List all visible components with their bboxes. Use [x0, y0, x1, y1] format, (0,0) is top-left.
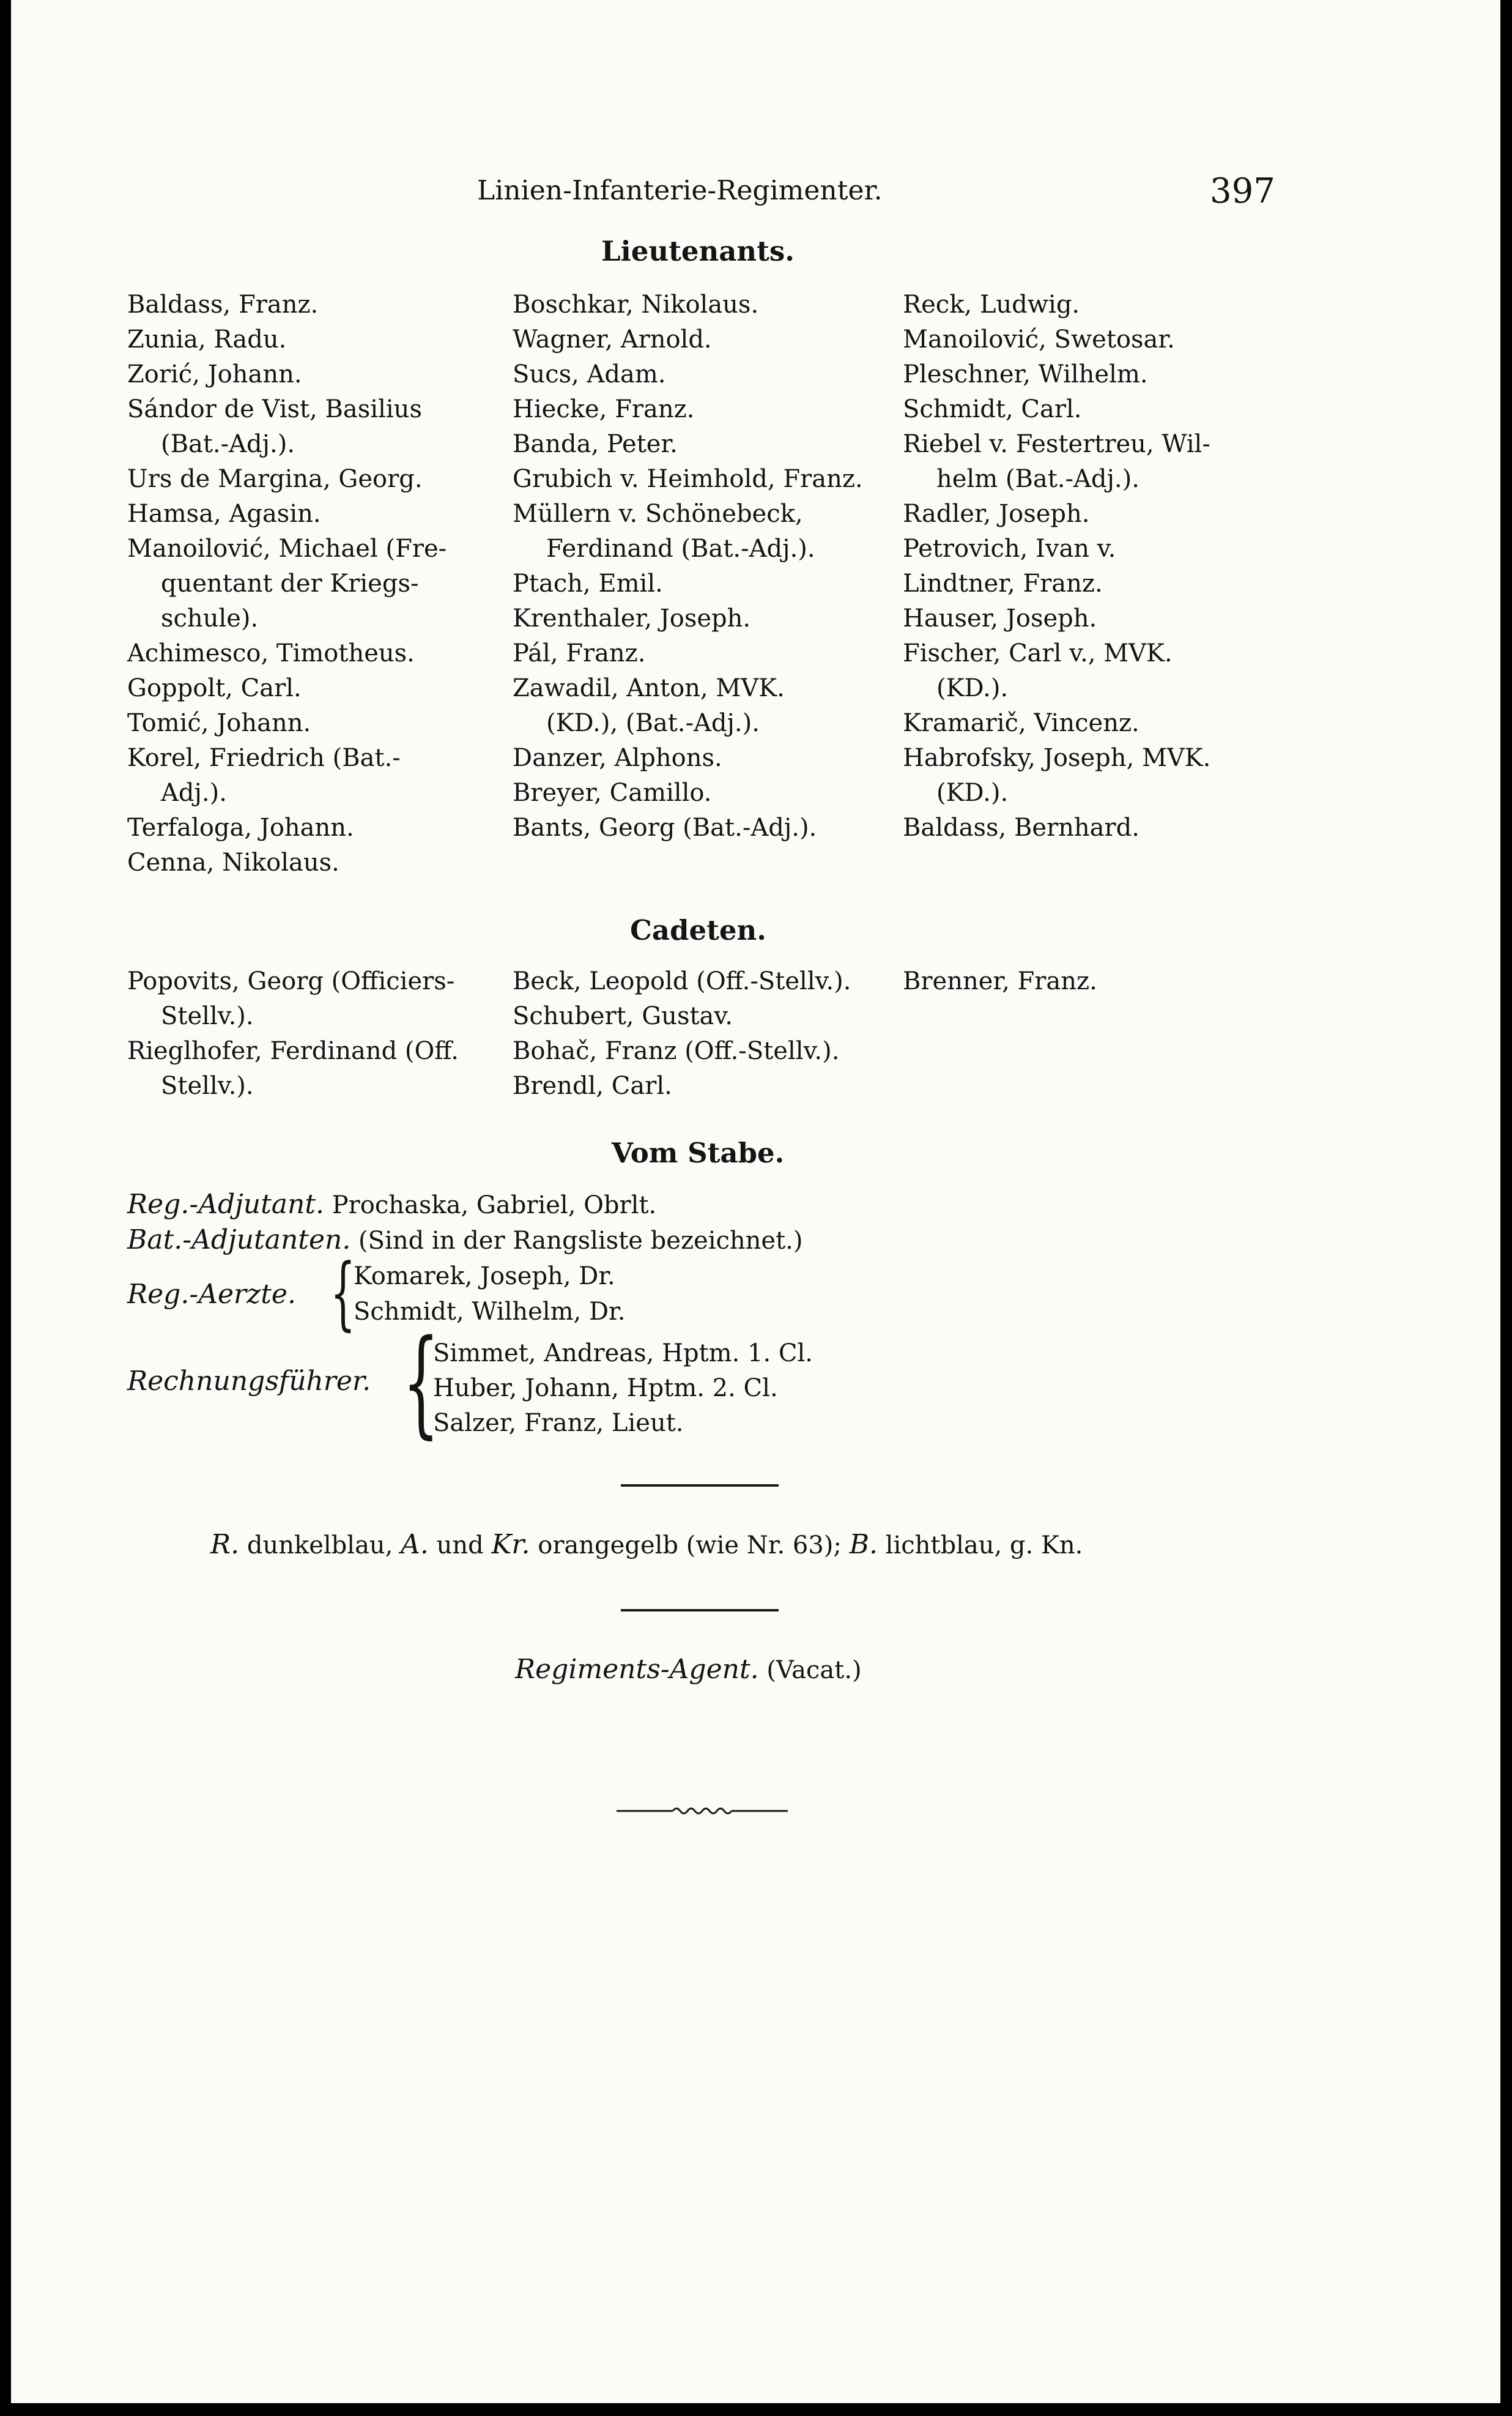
- agent-label: Regiments-Agent.: [515, 1654, 759, 1685]
- list-item: Riebel v. Festertreu, Wil- helm (Bat.-Adj.).: [903, 430, 1210, 493]
- list-item: Baldass, Bernhard.: [903, 814, 1140, 842]
- page: [11, 0, 1500, 2403]
- brace-mark: {: [330, 1246, 356, 1339]
- section-title-stab: Vom Stabe.: [612, 1137, 785, 1169]
- reg-adjutant-row: [127, 1187, 656, 1223]
- list-item: Achimesco, Timotheus.: [127, 639, 415, 667]
- list-item: Wagner, Arnold.: [513, 325, 712, 354]
- list-item: Krenthaler, Joseph.: [513, 604, 751, 633]
- cadeten-column-2: [513, 964, 904, 1104]
- list-item: Manoilović, Swetosar.: [903, 325, 1175, 354]
- bat-adjutanten-row: [127, 1222, 802, 1258]
- reg-aerzte-label: Reg.-Aerzte.: [127, 1279, 296, 1310]
- list-item: Müllern v. Schönebeck, Ferdinand (Bat.-Adj.).: [513, 500, 815, 563]
- section-title-lieutenants: Lieutenants.: [601, 235, 795, 267]
- lieutenants-column-1: [127, 288, 500, 880]
- list-item: Popovits, Georg (Officiers- Stellv.).: [127, 967, 455, 1030]
- uniform-line: R. dunkelblau, A. und Kr. orangegelb (wie Nr. 63); B. lichtblau, g. Kn.: [210, 1529, 1083, 1560]
- list-item: Bohač, Franz (Off.-Stellv.).: [513, 1037, 840, 1065]
- list-item: Beck, Leopold (Off.-Stellv.).: [513, 967, 851, 995]
- list-item: Tomić, Johann.: [127, 709, 311, 737]
- list-item: Zawadil, Anton, MVK. (KD.), (Bat.-Adj.).: [513, 674, 785, 737]
- list-item: Petrovich, Ivan v.: [903, 535, 1116, 563]
- list-item: Lindtner, Franz.: [903, 570, 1103, 598]
- divider-rule: [621, 1609, 779, 1611]
- list-item: Hauser, Joseph.: [903, 604, 1097, 633]
- list-item: Schmidt, Carl.: [903, 395, 1082, 423]
- list-item: Banda, Peter.: [513, 430, 678, 458]
- agent-value: (Vacat.): [766, 1656, 862, 1684]
- closing-ornament: [617, 1804, 788, 1818]
- rechnungsfuehrer-label: Rechnungsführer.: [127, 1366, 371, 1397]
- list-item: Schubert, Gustav.: [513, 1002, 733, 1030]
- reg-adjutant-value: Prochaska, Gabriel, Obrlt.: [332, 1191, 657, 1219]
- brace-mark: {: [402, 1315, 440, 1450]
- list-item: Habrofsky, Joseph, MVK. (KD.).: [903, 744, 1211, 807]
- cadeten-column-1: [127, 964, 500, 1104]
- list-item: Grubich v. Heimhold, Franz.: [513, 465, 863, 493]
- list-item: Baldass, Franz.: [127, 291, 319, 319]
- lieutenants-column-2: [513, 288, 892, 846]
- list-item: Bants, Georg (Bat.-Adj.).: [513, 814, 817, 842]
- list-item: Korel, Friedrich (Bat.- Adj.).: [127, 744, 401, 807]
- list-item: Danzer, Alphons.: [513, 744, 722, 772]
- reg-aerzte-item: Komarek, Joseph, Dr.: [354, 1262, 615, 1290]
- agent-line: [515, 1652, 862, 1688]
- list-item: Reck, Ludwig.: [903, 291, 1080, 319]
- list-item: Terfaloga, Johann.: [127, 814, 354, 842]
- running-title: Linien-Infanterie-Regimenter.: [477, 175, 883, 206]
- list-item: Fischer, Carl v., MVK. (KD.).: [903, 639, 1173, 702]
- list-item: Kramarič, Vincenz.: [903, 709, 1140, 737]
- list-item: Pleschner, Wilhelm.: [903, 360, 1148, 388]
- list-item: Zunia, Radu.: [127, 325, 287, 354]
- bat-adjutanten-label: Bat.-Adjutanten.: [127, 1224, 351, 1255]
- cadeten-list: [11, 964, 1500, 1111]
- list-item: Brenner, Franz.: [903, 967, 1097, 995]
- list-item: Urs de Margina, Georg.: [127, 465, 423, 493]
- list-item: Radler, Joseph.: [903, 500, 1090, 528]
- list-item: Manoilović, Michael (Fre- quentant der Kriegs- schule).: [127, 535, 447, 633]
- list-item: Pál, Franz.: [513, 639, 646, 667]
- reg-aerzte-item: Schmidt, Wilhelm, Dr.: [354, 1298, 626, 1326]
- list-item: Sucs, Adam.: [513, 360, 666, 388]
- lieutenants-list: [11, 288, 1500, 899]
- list-item: Zorić, Johann.: [127, 360, 302, 388]
- section-title-cadeten: Cadeten.: [630, 914, 766, 946]
- list-item: Goppolt, Carl.: [127, 674, 302, 702]
- divider-rule: [621, 1484, 779, 1487]
- list-item: Sándor de Vist, Basilius (Bat.-Adj.).: [127, 395, 422, 458]
- rechnungsfuehrer-item: Salzer, Franz, Lieut.: [433, 1409, 684, 1437]
- list-item: Cenna, Nikolaus.: [127, 849, 339, 877]
- list-item: Boschkar, Nikolaus.: [513, 291, 759, 319]
- rechnungsfuehrer-item: Huber, Johann, Hptm. 2. Cl.: [433, 1374, 778, 1402]
- reg-adjutant-label: Reg.-Adjutant.: [127, 1189, 325, 1220]
- list-item: Hiecke, Franz.: [513, 395, 695, 423]
- list-item: Rieglhofer, Ferdinand (Off. Stellv.).: [127, 1037, 459, 1100]
- list-item: Brendl, Carl.: [513, 1072, 672, 1100]
- lieutenants-column-3: [903, 288, 1282, 846]
- bat-adjutanten-value: (Sind in der Rangsliste bezeichnet.): [358, 1227, 803, 1255]
- list-item: Breyer, Camillo.: [513, 779, 712, 807]
- rechnungsfuehrer-item: Simmet, Andreas, Hptm. 1. Cl.: [433, 1339, 813, 1367]
- list-item: Ptach, Emil.: [513, 570, 663, 598]
- list-item: Hamsa, Agasin.: [127, 500, 321, 528]
- page-number: 397: [1210, 171, 1275, 211]
- cadeten-column-3: [903, 964, 1282, 999]
